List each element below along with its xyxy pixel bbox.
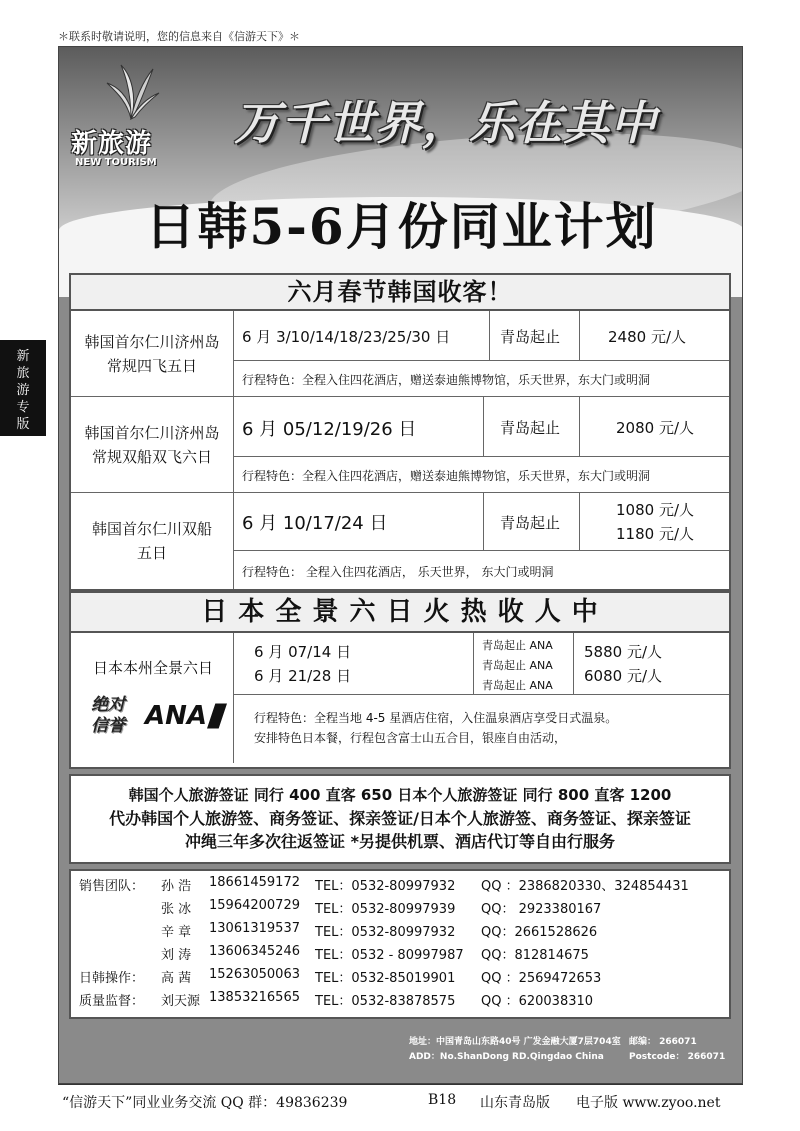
japan-panel: [69, 591, 731, 769]
contact-name: 辛 章: [161, 925, 192, 940]
route-dates-text: 6 月 10/17/24 日: [242, 513, 388, 534]
korea-route-row: [71, 493, 729, 589]
visa-line: 冲绳三年多次往返签证 *另提供机票、酒店代订等自由行服务: [185, 832, 615, 851]
route-origin: [483, 397, 579, 457]
route-origin: [489, 311, 579, 361]
ana-logo-text: ANA: [145, 701, 208, 731]
side-tab: [0, 340, 46, 436]
address-cn: 地址：中国青岛山东路40号 广发金融大厦7层704室: [409, 1037, 621, 1047]
contact-name: 张 冰: [161, 902, 192, 917]
contact-row: [71, 944, 731, 966]
route-features-text: 行程特色：全程当地 4-5 星酒店住宿，入住温泉酒店享受日式温泉。: [254, 711, 618, 725]
route-price-text: 2080 元/人: [616, 419, 694, 437]
contact-tel: TEL：0532-83878575: [315, 994, 456, 1009]
website: 电子版 www.zyoo.net: [576, 1095, 721, 1111]
visa-line: 代办韩国个人旅游签、商务签证、探亲签证/日本个人旅游签、商务签证、探亲签证: [109, 809, 691, 828]
route-name-line: 常规双船双飞六日: [91, 447, 212, 466]
contact-qq: QQ ：620038310: [481, 994, 594, 1009]
brand-logo: [71, 61, 181, 181]
side-tab-char: 版: [16, 417, 30, 432]
page-number: B18: [428, 1092, 457, 1108]
route-name-line: 五日: [136, 544, 167, 562]
route-price-text: 1180 元/人: [616, 525, 694, 543]
route-price-text: 1080 元/人: [616, 501, 694, 519]
japan-header: 日 本 全 景 六 日 火 热 收 人 中: [71, 593, 729, 633]
side-tab-char: 旅: [16, 366, 30, 381]
route-dates: [233, 397, 483, 457]
contact-mobile: 18661459172: [209, 875, 300, 890]
contact-tel: TEL：0532-80997939: [315, 902, 456, 917]
contact-team: [69, 869, 731, 1019]
contact-name: 刘 涛: [161, 948, 192, 963]
contact-mobile: 13061319537: [209, 921, 300, 936]
contact-row: [71, 990, 731, 1012]
contact-qq: QQ ：2386820330、324854431: [481, 879, 689, 894]
ana-stripe-icon: [207, 703, 227, 729]
poster: [58, 46, 743, 1084]
page-title: 日韩5-6月份同业计划: [145, 197, 658, 256]
korea-route-row: [71, 397, 729, 493]
route-name-text: 日本本州全景六日: [93, 659, 214, 677]
route-origin-text: 青岛起止 ANA: [482, 639, 553, 652]
contact-name: 孙 浩: [161, 879, 192, 894]
contact-row: [71, 967, 731, 989]
route-features: [233, 361, 729, 397]
route-origin-text: 青岛起止: [500, 328, 561, 346]
contact-tel: TEL：0532 - 80997987: [315, 948, 464, 963]
route-dates-text: 6 月 05/12/19/26 日: [242, 419, 417, 440]
route-features-text: 行程特色： 全程入住四花酒店， 乐天世界， 东大门或明洞: [242, 565, 554, 579]
side-tab-char: 专: [16, 400, 30, 415]
route-name: [71, 493, 233, 589]
route-origin-text: 青岛起止: [500, 514, 561, 532]
address-en: ADD：No.ShanDong RD.Qingdao China: [409, 1052, 604, 1062]
route-price: [579, 397, 729, 457]
trust-badge: [91, 695, 133, 739]
visa-line: 韩国个人旅游签证 同行 400 直客 650 日本个人旅游签证 同行 800 直客 1200: [128, 786, 672, 804]
korea-header: 六月春节韩国收客！: [71, 275, 729, 311]
route-features: [233, 457, 729, 493]
route-features: [233, 551, 729, 589]
route-dates-text: 6 月 3/10/14/18/23/25/30 日: [242, 328, 451, 346]
korea-panel: [69, 273, 731, 591]
route-dates-text: 6 月 07/14 日: [254, 643, 352, 661]
contact-mobile: 13606345246: [209, 944, 300, 959]
route-dates: [233, 493, 483, 551]
route-name: [71, 633, 233, 767]
route-price: [579, 493, 729, 551]
route-price-text: 5880 元/人: [584, 643, 662, 661]
ana-logo: [145, 701, 229, 731]
contact-role: 销售团队：: [79, 879, 145, 894]
contact-tel: TEL：0532-85019901: [315, 971, 456, 986]
visa-info: [69, 774, 731, 864]
route-price: [579, 311, 729, 361]
sun-rays-icon: [101, 61, 161, 121]
route-name-line: 韩国首尔仁川双船: [91, 520, 212, 538]
contact-mobile: 15964200729: [209, 898, 300, 913]
route-origin: [483, 493, 579, 551]
contact-role: 质量监督：: [79, 994, 145, 1009]
postcode-cn: 邮编： 266071: [629, 1037, 697, 1047]
route-price: [573, 633, 729, 695]
contact-qq: QQ ：2569472653: [481, 971, 602, 986]
contact-mobile: 15263050063: [209, 967, 300, 982]
contact-tel: TEL：0532-80997932: [315, 879, 456, 894]
route-origin: [473, 633, 573, 695]
route-price-text: 6080 元/人: [584, 667, 662, 685]
side-tab-char: 新: [16, 349, 30, 364]
edition: 山东青岛版: [480, 1095, 550, 1111]
bottom-divider: [58, 1084, 743, 1085]
route-name: [71, 311, 233, 396]
route-features-text: 安排特色日本餐，行程包含富士山五合目，银座自由活动，: [254, 731, 567, 745]
route-price-text: 2480 元/人: [608, 328, 686, 346]
korea-route-row: [71, 311, 729, 397]
address-block: [69, 1022, 731, 1077]
contact-row: [71, 875, 731, 897]
logo-text-cn: 新旅游: [71, 129, 153, 159]
contact-row: [71, 921, 731, 943]
route-name: [71, 397, 233, 492]
route-origin-text: 青岛起止: [500, 419, 561, 437]
route-dates: [233, 311, 489, 361]
contact-qq: QQ： 2923380167: [481, 902, 602, 917]
trust-badge-line: 绝对: [91, 695, 125, 715]
logo-text-en: NEW TOURISM: [75, 157, 157, 168]
route-origin-text: 青岛起止 ANA: [482, 659, 553, 672]
contact-mobile: 13853216565: [209, 990, 300, 1005]
japan-route-row: [71, 633, 729, 767]
route-features: [233, 695, 729, 763]
contact-tel: TEL：0532-80997932: [315, 925, 456, 940]
route-origin-text: 青岛起止 ANA: [482, 679, 553, 692]
route-features-text: 行程特色：全程入住四花酒店，赠送泰迪熊博物馆，乐天世界，东大门或明洞: [242, 469, 651, 483]
route-name-line: 韩国首尔仁川济州岛: [84, 332, 220, 351]
contact-qq: QQ：2661528626: [481, 925, 598, 940]
route-name-line: 常规四飞五日: [106, 356, 197, 375]
qq-group: “信游天下”同业业务交流 QQ 群：49836239: [62, 1095, 348, 1111]
contact-name: 刘天源: [161, 994, 201, 1009]
contact-role: 日韩操作：: [79, 971, 145, 986]
slogan: 万千世界，乐在其中: [234, 96, 657, 150]
route-name-line: 韩国首尔仁川济州岛: [84, 423, 220, 442]
trust-badge-line: 信誉: [91, 716, 125, 736]
side-tab-char: 游: [16, 383, 30, 398]
postcode-en: Postcode： 266071: [629, 1052, 726, 1062]
route-dates-text: 6 月 21/28 日: [254, 667, 352, 685]
contact-qq: QQ：812814675: [481, 948, 589, 963]
contact-row: [71, 898, 731, 920]
top-note: ＊联系时敬请说明，您的信息来自《信游天下》＊: [58, 30, 300, 43]
contact-name: 高 茜: [161, 971, 192, 986]
route-dates: [233, 633, 473, 695]
route-features-text: 行程特色：全程入住四花酒店，赠送泰迪熊博物馆，乐天世界，东大门或明洞: [242, 373, 651, 387]
